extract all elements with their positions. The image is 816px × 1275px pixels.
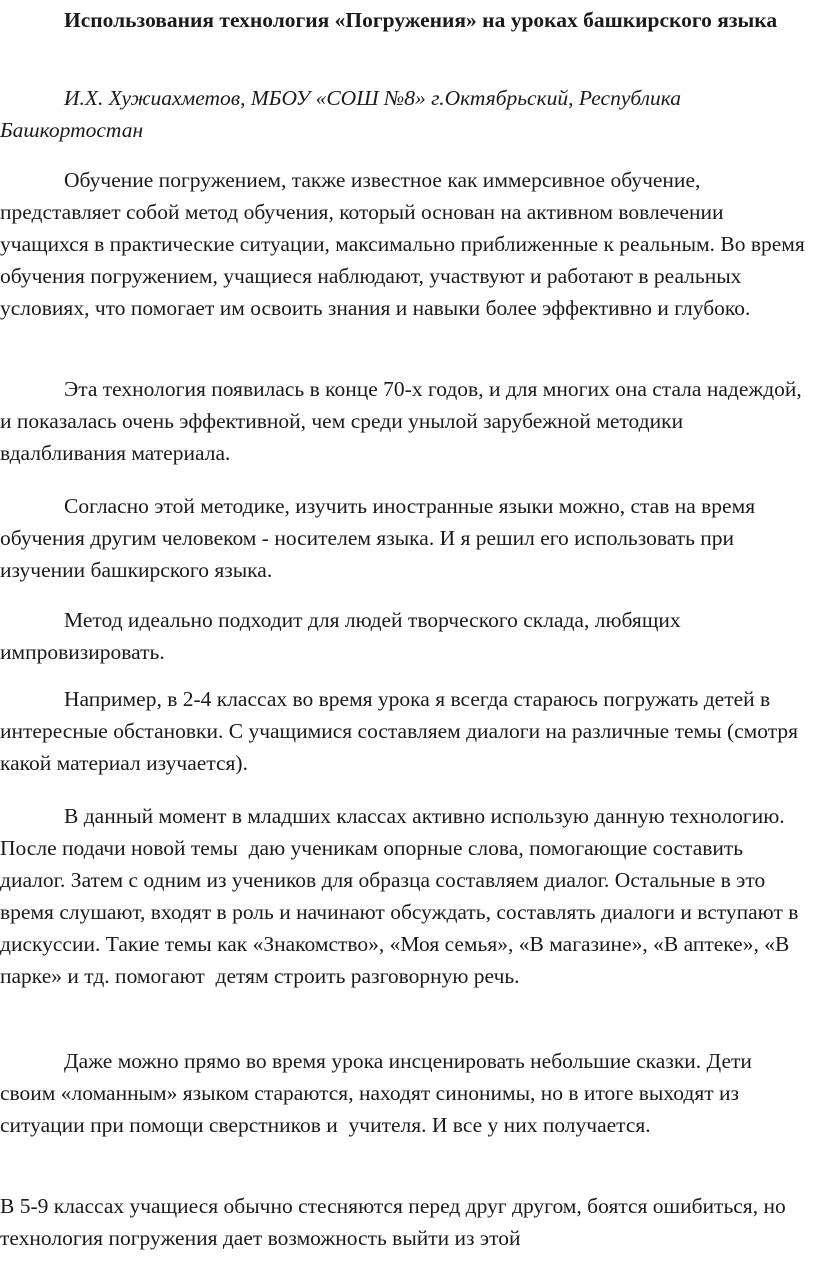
paragraph-6: В данный момент в младших классах активно использую данную технологию. После подачи новой темы даю ученикам опорные слова, помогающие составить диалог. Затем с одним из учеников для образца составляем диалог. Остальные в это время слушают, входят в роль и начинают обсуждать, составлять диалоги и вступают в дискуссии. Такие темы как «Знакомство», «Моя семья», «В магазине», «В аптеке», «В парке» и тд. помогают детям строить разговорную речь.	[0, 804, 804, 988]
paragraph-4: Метод идеально подходит для людей творческого склада, любящих импровизировать.	[0, 608, 686, 664]
paragraph-3: Согласно этой методике, изучить иностранные языки можно, став на время обучения другим человеком - носителем языка. И я решил его использовать при изучении башкирского языка.	[0, 494, 761, 582]
paragraph-8: В 5-9 классах учащиеся обычно стесняются перед друг другом, боятся ошибиться, но технология погружения дает возможность выйти из этой	[0, 1194, 792, 1250]
paragraph-2: Эта технология появилась в конце 70-х годов, и для многих она стала надеждой, и показалась очень эффективной, чем среди унылой зарубежной методики вдалбливания материала.	[0, 377, 808, 465]
paragraph-1: Обучение погружением, также известное как иммерсивное обучение, представляет собой метод обучения, который основан на активном вовлечении учащихся в практические ситуации, максимально приближенные к реальным. Во время обучения погружением, учащиеся наблюдают, участвуют и работают в реальных условиях, что помогает им освоить знания и навыки более эффективно и глубоко.	[0, 168, 811, 320]
paragraph-7: Даже можно прямо во время урока инсценировать небольшие сказки. Дети своим «ломанным» языком стараются, находят синонимы, но в итоге выходят из ситуации при помощи сверстников и учителя. И все у них получается.	[0, 1049, 758, 1137]
document-author: И.Х. Хужиахметов, МБОУ «СОШ №8» г.Октябрьский, Республика Башкортостан	[0, 86, 687, 142]
document-title: Использования технология «Погружения» на уроках башкирского языка	[64, 8, 778, 32]
paragraph-5: Например, в 2-4 классах во время урока я всегда стараюсь погружать детей в интересные обстановки. С учащимися составляем диалоги на различные темы (смотря какой материал изучается).	[0, 687, 804, 775]
